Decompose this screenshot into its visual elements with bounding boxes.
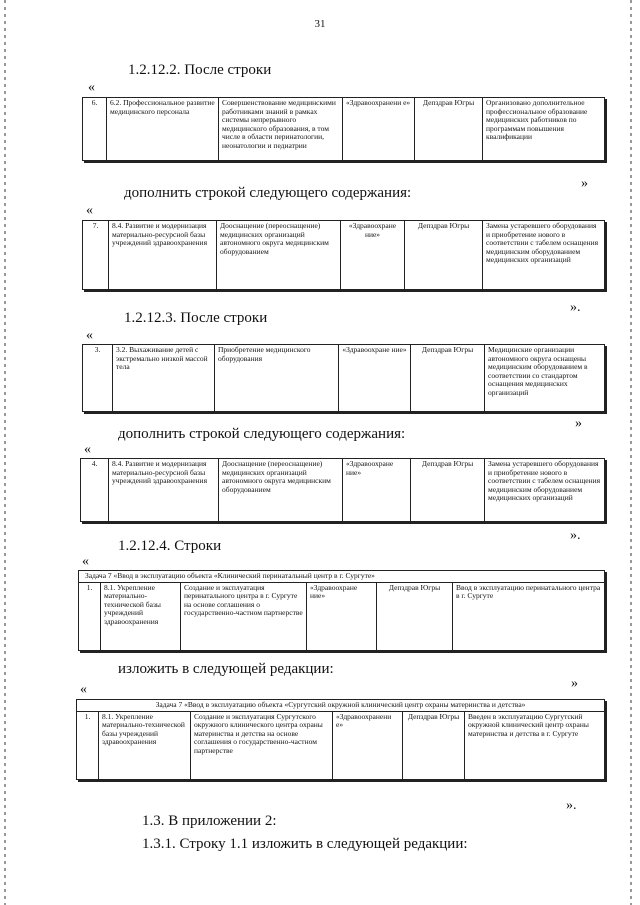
close-quote: »: [571, 676, 578, 691]
close-quote: »: [575, 416, 582, 431]
heading-add-row-2: дополнить строкой следующего содержания:: [118, 426, 406, 442]
table-s6: [76, 699, 605, 780]
cell-measure: Дооснащение (переоснащение) медицинских организаций автономного округа медицинским оборудованием: [219, 459, 343, 522]
heading-1-2-12-2: 1.2.12.2. После строки: [128, 62, 272, 78]
open-quote: «: [82, 554, 89, 569]
scan-edge-right: [630, 0, 632, 905]
cell-program: «Здравоохране ние»: [307, 582, 377, 650]
cell-event: 8.1. Укрепление материально-технической базы учреждений здравоохранения: [99, 711, 191, 779]
open-quote: «: [84, 442, 91, 457]
table-row-s3: [82, 344, 605, 412]
cell-event: 6.2. Профессиональное развитие медицинского персонала: [107, 98, 219, 161]
table-title-row: [79, 571, 605, 583]
cell-result: Медицинские организации автономного округа оснащены медицинским оборудованием в соответствии со стандартом оснащения медицинских организаций: [485, 345, 605, 412]
cell-program: «Здравоохране ние»: [339, 345, 411, 412]
cell-event: 3.2. Выхаживание детей с экстремально низкой массой тела: [113, 345, 215, 412]
cell-result: Организовано дополнительное профессиональное образование медицинских работников по программам повышения квалификации: [483, 98, 605, 161]
cell-number: 1.: [77, 711, 99, 779]
heading-add-row-1: дополнить строкой следующего содержания:: [124, 185, 412, 201]
cell-executor: Депздрав Югры: [403, 711, 465, 779]
heading-new-edition: изложить в следующей редакции:: [118, 661, 334, 677]
table-row: [83, 221, 605, 290]
cell-executor: Депздрав Югры: [411, 345, 485, 412]
close-quote: ».: [566, 798, 577, 813]
heading-1-3-1: 1.3.1. Строку 1.1 изложить в следующей редакции:: [142, 836, 468, 852]
cell-executor: Депздрав Югры: [405, 221, 483, 290]
cell-program: «Здравоохране ние»: [341, 221, 405, 290]
cell-executor: Депздрав Югры: [415, 98, 483, 161]
cell-measure: Создание и эксплуатация перинатального центра в г. Сургуте на основе соглашения о государственно-частном партнерстве: [181, 582, 307, 650]
table-row: [77, 711, 605, 779]
table-row: [83, 345, 605, 412]
cell-number: 4.: [81, 459, 109, 522]
open-quote: «: [86, 328, 93, 343]
close-quote: »: [581, 176, 588, 191]
table-row-s1: [82, 97, 605, 161]
cell-program: «Здравоохране ние»: [343, 459, 411, 522]
cell-result: Замена устаревшего оборудования и приобретение нового в соответствии с табелем оснащения медицинским оборудованием медицинских организаций: [485, 459, 605, 522]
cell-number: 1.: [79, 582, 101, 650]
cell-measure: Дооснащение (переоснащение) медицинских организаций автономного округа медицинским оборудованием: [217, 221, 341, 290]
cell-measure: Приобретение медицинского оборудования: [215, 345, 339, 412]
open-quote: «: [80, 682, 87, 697]
table-row-s4: [80, 458, 605, 522]
cell-measure: Создание и эксплуатация Сургутского окружного клинического центра охраны материнства и детства на основе соглашения о государственно-частном партнерстве: [191, 711, 333, 779]
cell-executor: Депздрав Югры: [377, 582, 453, 650]
table-s5: [78, 570, 605, 651]
cell-number: 6.: [83, 98, 107, 161]
cell-program: «Здравоохранени е»: [333, 711, 403, 779]
table-row-s2: [82, 220, 605, 290]
page-number: 31: [314, 18, 326, 30]
table-row: [79, 582, 605, 650]
cell-number: 7.: [83, 221, 109, 290]
scan-edge-left: [4, 0, 6, 905]
cell-result: Введен в эксплуатацию Сургутский окружной клинический центр охраны материнства и детства в г. Сургуте: [465, 711, 605, 779]
cell-executor: Депздрав Югры: [411, 459, 485, 522]
heading-1-2-12-4: 1.2.12.4. Строки: [118, 538, 222, 554]
table-row: [83, 98, 605, 161]
close-quote: ».: [570, 300, 581, 315]
open-quote: «: [86, 203, 93, 218]
cell-event: 8.4. Развитие и модернизация материально-ресурсной базы учреждений здравоохранения: [109, 459, 219, 522]
task-title: Задача 7 «Ввод в эксплуатацию объекта «Клинический перинатальный центр в г. Сургуте»: [79, 571, 605, 583]
table-title-row: [77, 700, 605, 712]
cell-event: 8.1. Укрепление материально-технической базы учреждений здравоохранения: [101, 582, 181, 650]
open-quote: «: [88, 80, 95, 95]
cell-number: 3.: [83, 345, 113, 412]
table-row: [81, 459, 605, 522]
cell-program: «Здравоохранени е»: [343, 98, 415, 161]
cell-event: 8.4. Развитие и модернизация материально-ресурсной базы учреждений здравоохранения: [109, 221, 217, 290]
task-title: Задача 7 «Ввод в эксплуатацию объекта «Сургутский окружной клинический центр охраны материнства и детства»: [77, 700, 605, 712]
heading-1-2-12-3: 1.2.12.3. После строки: [124, 310, 268, 326]
cell-measure: Совершенствование медицинскими работниками знаний в рамках системы непрерывного медицинского образования, в том числе в области перинатологии, неонатологии и педиатрии: [219, 98, 343, 161]
cell-result: Замена устаревшего оборудования и приобретение нового в соответствии с табелем оснащения медицинским оборудованием медицинских организаций: [483, 221, 605, 290]
cell-result: Ввод в эксплуатацию перинатального центра в г. Сургуте: [453, 582, 605, 650]
close-quote: ».: [570, 528, 581, 543]
heading-1-3: 1.3. В приложении 2:: [142, 813, 277, 829]
